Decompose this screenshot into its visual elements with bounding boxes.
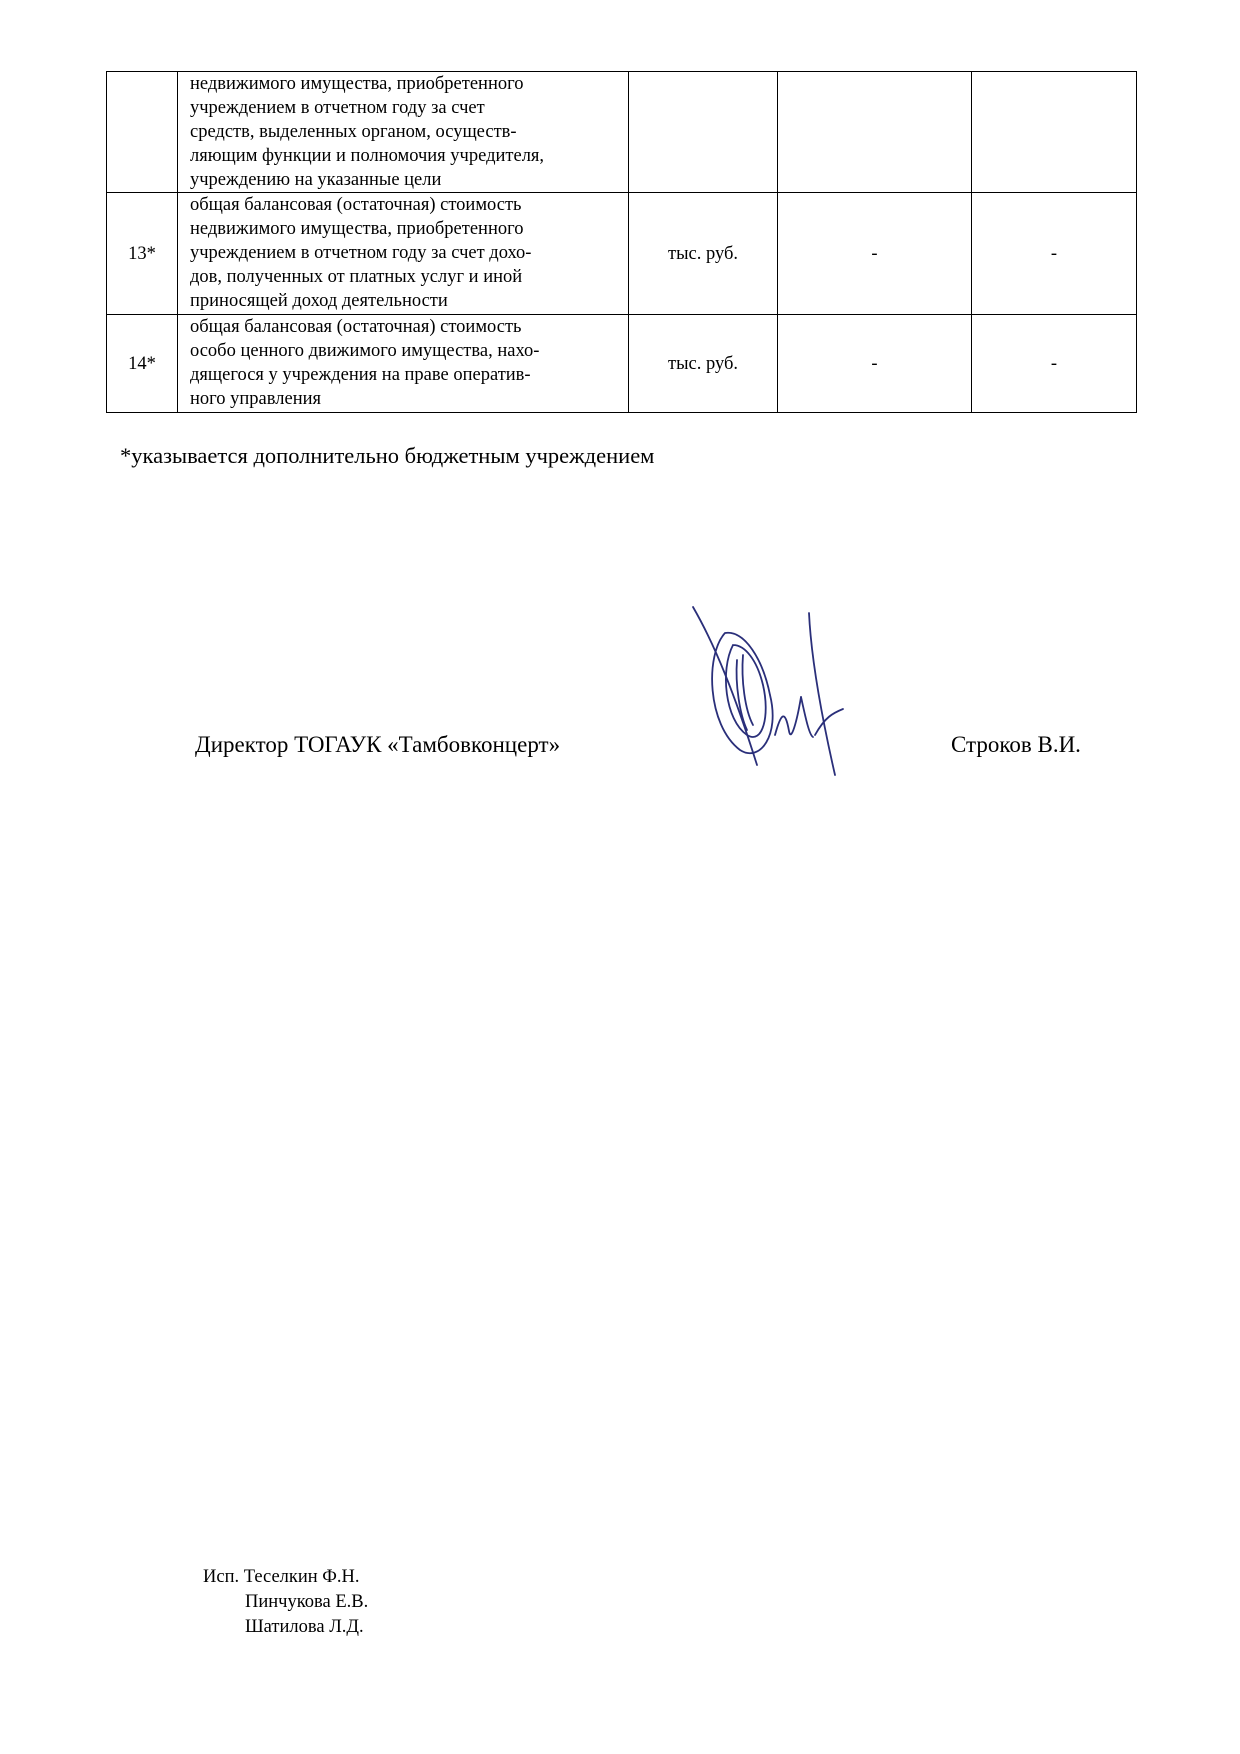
- description-line: общая балансовая (остаточная) стоимость: [190, 317, 522, 337]
- executor-name: Пинчукова Е.В.: [245, 1592, 369, 1612]
- description-line: приносящей доход деятельности: [190, 291, 448, 311]
- row-unit: тыс. руб.: [629, 193, 778, 315]
- director-title: Директор ТОГАУК «Тамбовконцерт»: [195, 732, 561, 757]
- executor-line: [203, 1615, 368, 1640]
- description-line: средств, выделенных органом, осуществ-: [190, 122, 517, 142]
- row-description: [178, 193, 629, 315]
- description-line: учреждением в отчетном году за счет дохо-: [190, 243, 532, 263]
- description-line: дящегося у учреждения на праве оператив-: [190, 365, 531, 385]
- table-row: [107, 315, 1137, 413]
- executor-line: [203, 1590, 368, 1615]
- description-line: дов, полученных от платных услуг и иной: [190, 267, 523, 287]
- description-line: ляющим функции и полномочия учредителя,: [190, 146, 545, 166]
- property-table: [106, 71, 1137, 413]
- description-line: недвижимого имущества, приобретенного: [190, 219, 524, 239]
- row-value-1: [778, 72, 972, 193]
- row-value-1: -: [778, 193, 972, 315]
- row-unit: [629, 72, 778, 193]
- row-value-2: -: [972, 193, 1137, 315]
- executors-prefix: Исп.: [203, 1567, 240, 1587]
- row-unit: тыс. руб.: [629, 315, 778, 413]
- table-row: [107, 72, 1137, 193]
- table-row: [107, 193, 1137, 315]
- row-value-2: -: [972, 315, 1137, 413]
- description-line: общая балансовая (остаточная) стоимость: [190, 195, 522, 215]
- executors-block: [203, 1565, 368, 1640]
- executor-line: [203, 1565, 368, 1590]
- row-value-2: [972, 72, 1137, 193]
- description-line: учреждению на указанные цели: [190, 170, 442, 190]
- row-description: [178, 315, 629, 413]
- row-number: 13*: [107, 193, 178, 315]
- footnote: *указывается дополнительно бюджетным учреждением: [120, 443, 655, 468]
- director-name: Строков В.И.: [951, 732, 1081, 757]
- description-line: ного управления: [190, 389, 322, 409]
- handwritten-signature: [685, 585, 875, 780]
- description-line: учреждением в отчетном году за счет: [190, 98, 485, 118]
- executor-name: Шатилова Л.Д.: [245, 1617, 364, 1637]
- row-number: 14*: [107, 315, 178, 413]
- description-line: особо ценного движимого имущества, нахо-: [190, 341, 540, 361]
- row-number: [107, 72, 178, 193]
- row-value-1: -: [778, 315, 972, 413]
- description-line: недвижимого имущества, приобретенного: [190, 74, 524, 94]
- row-description: [178, 72, 629, 193]
- executor-name: Теселкин Ф.Н.: [243, 1567, 360, 1587]
